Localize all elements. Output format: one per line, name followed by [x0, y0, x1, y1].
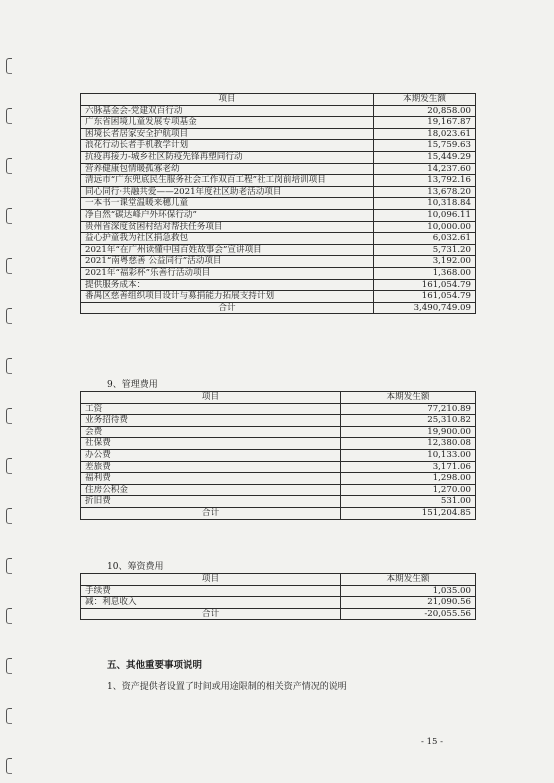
- row-amount-value: 15,449.29: [374, 151, 476, 163]
- column-header-item: 项目: [81, 94, 374, 106]
- table-header-row: [81, 392, 476, 404]
- row-item-label: 合计: [81, 302, 374, 314]
- row-item-label: 番禺区慈善组织项目设计与募捐能力拓展支持计划: [81, 291, 374, 303]
- row-item-label: 会费: [81, 426, 341, 438]
- row-amount-value: 6,032.61: [374, 233, 476, 245]
- table-row: [81, 256, 476, 268]
- row-amount-value: 19,900.00: [341, 426, 476, 438]
- table-row: [81, 128, 476, 140]
- table-row: [81, 597, 476, 609]
- row-amount-value: 1,270.00: [341, 484, 476, 496]
- row-item-label: 抗疫再接力-城乡社区防疫先锋再塑同行动: [81, 151, 374, 163]
- section-9-title: 9、管理费用: [107, 380, 158, 390]
- table-row: [81, 473, 476, 485]
- row-item-label: 浪花行动长者手机教学计划: [81, 140, 374, 152]
- row-amount-value: 10,318.84: [374, 198, 476, 210]
- table-row: [81, 415, 476, 427]
- table-header-row: [81, 94, 476, 106]
- row-item-label: 福利费: [81, 473, 341, 485]
- row-amount-value: 19,167.87: [374, 117, 476, 129]
- row-item-label: 2021年“在广州读懂中国百姓故事会”宣讲项目: [81, 244, 374, 256]
- table-row: [81, 163, 476, 175]
- row-amount-value: 10,096.11: [374, 209, 476, 221]
- row-amount-value: 25,310.82: [341, 415, 476, 427]
- row-item-label: 业务招待费: [81, 415, 341, 427]
- table-row: [81, 175, 476, 187]
- row-amount-value: 18,023.61: [374, 128, 476, 140]
- row-amount-value: 3,171.06: [341, 461, 476, 473]
- row-amount-value: 3,192.00: [374, 256, 476, 268]
- row-amount-value: 1,035.00: [341, 585, 476, 597]
- column-header-item: 项目: [81, 392, 341, 404]
- table-row: [81, 186, 476, 198]
- row-item-label: 住房公积金: [81, 484, 341, 496]
- row-item-label: 折旧费: [81, 496, 341, 508]
- table-row: [81, 403, 476, 415]
- row-amount-value: 12,380.08: [341, 438, 476, 450]
- table-row: [81, 233, 476, 245]
- management-expenses-table: [80, 391, 476, 520]
- row-amount-value: -20,055.56: [341, 608, 476, 620]
- row-item-label: 合计: [81, 608, 341, 620]
- table-body: [81, 105, 476, 314]
- row-item-label: 手续费: [81, 585, 341, 597]
- row-amount-value: 10,000.00: [374, 221, 476, 233]
- table-body: [81, 403, 476, 519]
- row-amount-value: 3,490,749.09: [374, 302, 476, 314]
- table-row: [81, 507, 476, 519]
- row-amount-value: 161,054.79: [374, 279, 476, 291]
- column-header-amount: 本期发生额: [374, 94, 476, 106]
- row-item-label: 清远市“广东兜底民生服务社会工作双百工程”社工岗前培训项目: [81, 175, 374, 187]
- row-amount-value: 20,858.00: [374, 105, 476, 117]
- section-10-title: 10、筹资费用: [107, 562, 164, 572]
- table-row: [81, 438, 476, 450]
- row-item-label: 净自然“碳达峰户外环保行动”: [81, 209, 374, 221]
- table-row: [81, 151, 476, 163]
- table-row: [81, 461, 476, 473]
- row-amount-value: 13,792.16: [374, 175, 476, 187]
- table-row: [81, 426, 476, 438]
- table-row: [81, 267, 476, 279]
- row-item-label: 益心护童我为社区捐急救包: [81, 233, 374, 245]
- table-row: [81, 484, 476, 496]
- table-row: [81, 117, 476, 129]
- row-amount-value: 77,210.89: [341, 403, 476, 415]
- section-5-item-1: 1、资产提供者设置了时间或用途限制的相关资产情况的说明: [107, 682, 347, 692]
- row-amount-value: 13,678.20: [374, 186, 476, 198]
- table-row: [81, 198, 476, 210]
- row-item-label: 2021“南粤慈善 公益同行”活动项目: [81, 256, 374, 268]
- table-row: [81, 449, 476, 461]
- page-number: - 15 -: [421, 737, 443, 747]
- column-header-item: 项目: [81, 574, 341, 586]
- row-amount-value: 10,133.00: [341, 449, 476, 461]
- row-amount-value: 5,731.20: [374, 244, 476, 256]
- row-item-label: 一本书一课堂温暖来穗儿童: [81, 198, 374, 210]
- table-row: [81, 585, 476, 597]
- row-item-label: 广东省困境儿童发展专项基金: [81, 117, 374, 129]
- table-row: [81, 244, 476, 256]
- row-amount-value: 15,759.63: [374, 140, 476, 152]
- table-body: [81, 585, 476, 620]
- row-item-label: 差旅费: [81, 461, 341, 473]
- table-row: [81, 302, 476, 314]
- row-item-label: 办公费: [81, 449, 341, 461]
- row-amount-value: 14,237.60: [374, 163, 476, 175]
- column-header-amount: 本期发生额: [341, 392, 476, 404]
- table-header-row: [81, 574, 476, 586]
- table-row: [81, 291, 476, 303]
- row-amount-value: 151,204.85: [341, 507, 476, 519]
- table-row: [81, 496, 476, 508]
- table-row: [81, 279, 476, 291]
- row-item-label: 减：利息收入: [81, 597, 341, 609]
- row-amount-value: 161,054.79: [374, 291, 476, 303]
- row-item-label: 2021年“福彩杯”乐善行活动项目: [81, 267, 374, 279]
- section-5-heading: 五、其他重要事项说明: [107, 660, 203, 671]
- row-item-label: 合计: [81, 507, 341, 519]
- row-amount-value: 531.00: [341, 496, 476, 508]
- table-row: [81, 209, 476, 221]
- row-item-label: 贵州省深度贫困村结对帮扶任务项目: [81, 221, 374, 233]
- row-amount-value: 21,090.56: [341, 597, 476, 609]
- row-item-label: 提供服务成本：: [81, 279, 374, 291]
- row-item-label: 六脉基金会-党建双百行动: [81, 105, 374, 117]
- row-item-label: 困境长者居家安全护航项目: [81, 128, 374, 140]
- fundraising-expenses-table: [80, 573, 476, 620]
- row-amount-value: 1,368.00: [374, 267, 476, 279]
- row-amount-value: 1,298.00: [341, 473, 476, 485]
- table-row: [81, 105, 476, 117]
- row-item-label: 同心同行·共融共爱——2021年度社区助老活动项目: [81, 186, 374, 198]
- column-header-amount: 本期发生额: [341, 574, 476, 586]
- row-item-label: 工资: [81, 403, 341, 415]
- table-row: [81, 608, 476, 620]
- project-costs-table: [80, 93, 476, 314]
- row-item-label: 社保费: [81, 438, 341, 450]
- binding-holes: [2, 0, 16, 783]
- row-item-label: 营养健康包情暖孤寡老幼: [81, 163, 374, 175]
- table-row: [81, 140, 476, 152]
- table-row: [81, 221, 476, 233]
